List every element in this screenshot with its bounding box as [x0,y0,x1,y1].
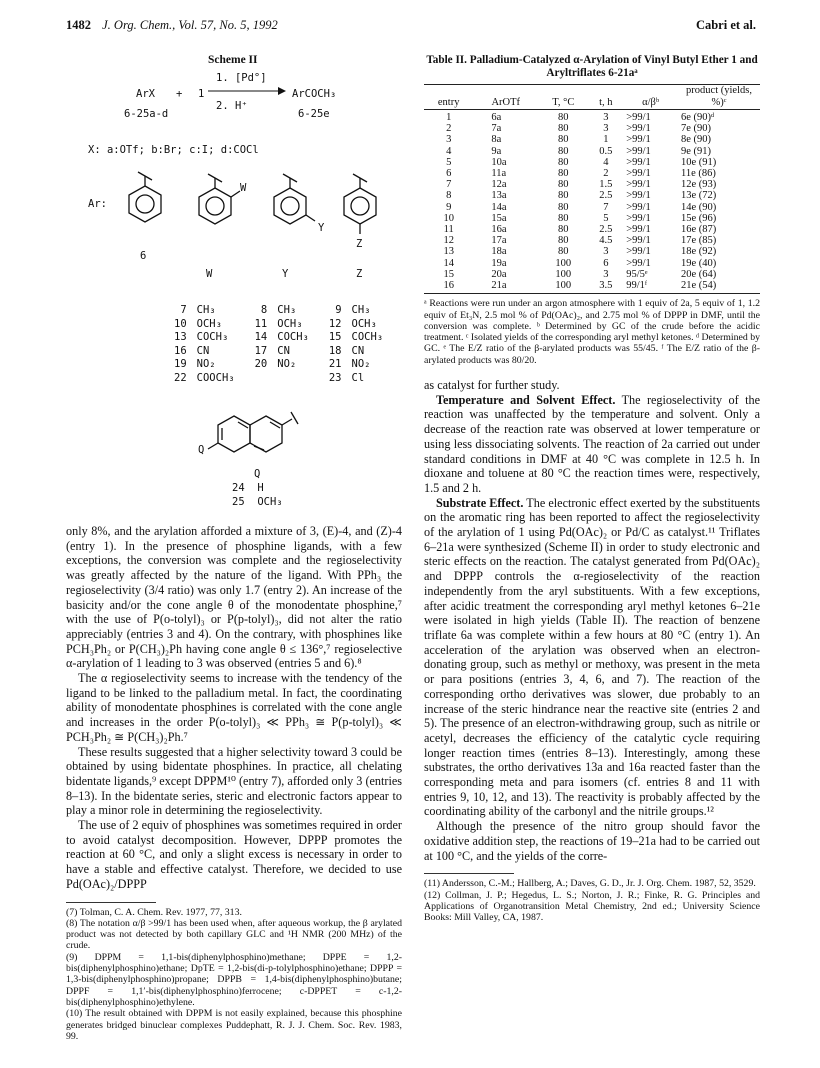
naphthalene-structure [194,394,334,474]
compound-number: 18 [328,344,342,357]
table-caption: Table II. Palladium-Catalyzed α-Arylation of Vinyl Butyl Ether 1 and Aryltriflates 6-21aᵃ [426,54,758,79]
table-row [424,269,760,280]
table-cell: 10e (91) [681,156,717,168]
table-cell: 5 [446,156,452,168]
table-cell: 100 [538,280,588,294]
footnote: (10) The result obtained with DPPM is not easily explained, because this phosphine generates bridged binuclear complexes Puddephatt, R. J. J. Chem. Soc. Rev. 1983, 99. [66,1008,402,1042]
phenyl-ring-meta [274,174,315,224]
table-row [424,168,760,179]
table-row [424,190,760,201]
left-body-text [66,524,402,892]
substituent-grid [170,304,399,385]
table-cell: 7a [491,123,502,135]
table-cell: 15 [443,268,454,280]
column-header: T, °C [538,85,588,110]
footnote: (8) The notation α/β >99/1 has been used when, after aqueous workup, the β arylated product was not detected by both capillary GLC and ¹H NMR (200 MHz) of the crude. [66,917,402,952]
compound-number: 15 [328,331,342,343]
table-cell: 80 [558,123,569,135]
col-z-header: Z [356,268,363,280]
phenyl-ring-6 [129,172,161,222]
substituent-row [170,331,399,345]
table-cell: 15e (96) [681,212,717,224]
table-cell: 10a [491,156,507,168]
left-paragraph: These results suggested that a higher selectivity toward 3 could be obtained by using bidentate phosphines. In practice, all chelating bidentate ligands,⁹ except DPPM¹⁰ (entry 7), afforded only 3 (entries 8–13). In the bidentate series, steric and electronic factors appear to play a minor role in determining the regioselectivity. [66,744,402,818]
substituent: NO₂ [196,358,216,370]
table-cell: 21e (54) [678,280,760,294]
condition-1: 1. [Pd°] [216,72,267,84]
table-cell: 9a [491,145,502,157]
table-cell: 80 [558,246,569,258]
compound-number: 23 [328,371,342,384]
table-row [424,213,760,224]
table-cell: 80 [558,235,569,247]
table-cell: 3 [603,246,609,258]
table-cell: 19e (40) [681,257,717,269]
substituent: COCH₃ [277,331,309,343]
table-row [424,110,760,124]
table-cell: 99/1ᶠ [623,280,678,294]
table-cell: 11a [491,168,507,180]
table-cell: 2 [603,168,609,180]
footnote: (9) DPPM = 1,1-bis(diphenylphosphino)methane; DPPE = 1,2-bis(diphenylphosphino)ethane; DpTE = 1,2-bis(di-p-tolylphosphino)ethane; DPPP = 1,3-bis(diphenylphosphino)propane; DPPB = 1,4-bis(diphenylphosphino)butane; DPPF = 1,1′-bis(diphenylphosphino)ferrocene; c-DPPET = c-1,2-bis(diphenylphosphino)ethylene. [66,951,402,1008]
footnote: (7) Tolman, C. A. Chem. Rev. 1977, 77, 313. [66,906,242,918]
compound-number: 22 [174,371,187,384]
table-cell: 13 [443,246,454,258]
substituent-row [170,372,399,386]
compound-number: 9 [335,304,342,316]
table-cell: 15a [491,212,507,224]
table-cell: 3 [446,134,452,146]
paragraph-text: The regioselectivity of the reaction was unaffected by the temperature and solvent. Only a decrease of the reaction rate was observed at lower temperature or using less dissociating solvents. The reaction of 2a carried out under standard conditions in DMF at 40 °C was complete in 12.5 h. In dioxane and toluene at 80 °C the reaction times were, respectively, 1.5 and 2 h. [424,392,760,495]
column-header: ArOTf [473,85,538,110]
substituent-row [170,358,399,372]
ar-label: Ar: [88,198,107,210]
paragraph-text: The electronic effect exerted by the substituents on the aromatic ring has been reported to affect the regioselectivity of the arylation of 1 using Pd(OAc)₂ or Pd/C as catalyst.¹¹ Triflates 6–21a were synthesized (Scheme II) in order to study electronic and steric effects on the reaction. The catalyst generated from Pd(OAc)₂ and DPPP controls the α-regioselectivity of the reaction independently from the aryl substituents. With a few exceptions, after acidic treatment the corresponding aryl methyl ketones 6–21e were isolated in high yields (Table II). The reaction of benzene triflate 6a was complete within a few hours at 80 °C (entry 1). An acceleration of the arylation was observed when an electron-donating group, such as methyl or methoxy, was present in the meta or para positions (entries 3, 4, 6, and 7). The reaction of the corresponding ortho derivatives was slower, due probably to an increase of the steric hindrance near the reactive site (entries 2 and 5). The presence of an electron-withdrawing group, such as nitrile or acetyl, decreases the efficiency of the catalytic cycle requiring longer reaction times (entries 8–13). Interestingly, among these substrates, the ortho derivatives 13a and 16a reacted faster than the corresponding meta and para isomers (cf. entries 8 and 11 with entries 9, 10, 12, and 13). The reactivity is probably affected by the coordinating ability of the carbonyl and the nitrile groups.¹² [424,495,761,819]
phenyl-ring-para [344,174,376,234]
table-cell: 5 [603,212,609,224]
column-header: entry [424,85,473,110]
left-paragraph: only 8%, and the arylation afforded a mixture of 3, (E)-4, and (Z)-4 (entry 1). In the presence of phosphine ligands, with a few exceptions, the conversion was complete and the regioselectivity was greatly affected by the nature of the ligand. With PPh₃ the regioselectivity (3/4 ratio) was only 1.7 (entry 2). An increase of the basicity and/or the cone angle θ of the monodentate phosphine,⁷ with the use of P(o-tolyl)₃ or P(p-tolyl)₃, did not alter the ratio appreciably (entries 3 and 4). On the contrary, with phosphines like PCH₃Ph₂ or P(CH₃)₂Ph having cone angle θ ≤ 136°,⁷ regioselective α-arylation of 1 leading to 3 was observed (entries 5 and 6).⁸ [66,524,402,671]
footnote-rule [424,873,514,874]
table-cell: 21a [473,280,538,294]
table-cell: 6 [446,168,452,180]
table-row [424,224,760,235]
col-w-header: W [206,268,213,280]
table-cell: 0.5 [599,145,613,157]
table-cell: 3 [603,268,609,280]
table-cell: 14a [491,201,507,213]
journal-citation: J. Org. Chem., Vol. 57, No. 5, 1992 [102,18,278,32]
substituent: OCH₃ [196,317,222,330]
table-cell: 4.5 [599,235,613,247]
table-cell: 2.5 [599,224,613,236]
table-cell: >99/1 [626,201,651,213]
table-cell: 12a [491,179,507,191]
reactant-arx: ArX [136,88,155,100]
table-cell: >99/1 [626,235,651,247]
left-column [66,54,402,1042]
table-cell: 9e (91) [681,145,712,157]
compound-number: 12 [328,317,342,330]
left-paragraph: The use of 2 equiv of phosphines was sometimes required in order to avoid catalyst decomposition. However, DPPP promotes the reaction at 60 °C, and only a slight excess is necessary in order to have a stable and effective catalyst. Therefore, we decided to use Pd(OAc)₂/DPPP [66,818,402,891]
reaction-arrow [206,84,286,98]
table-footnotes: ᵃ Reactions were run under an argon atmosphere with 1 equiv of 2a, 5 equiv of 1, 1.2 equiv of Et₃N, 2.5 mol % of Pd(OAc)₂, and 2.75 mol % of DPPP in DMF, until the conversion was complete. ᵇ Determined by GC of the crude before the acidic treatment. ᶜ Isolated yields of the corresponding aryl methyl ketones. ᵈ Determined by GC. ᵉ The E/Z ratio of the β-arylated products was 55/45. ᶠ The E/Z ratio of the β-arylated products was 80/20. [424,298,760,366]
paragraph-text: Although the presence of the nitro group should favor the oxidative addition step, the reactions of 19–21a had to be carried out at 100 °C, and the yields of the corre- [424,819,760,863]
reactant-1: 1 [198,88,205,100]
table-row [424,258,760,269]
compound-number: 19 [174,358,187,370]
aryl-structures [110,166,410,316]
table-cell: 11e (86) [681,168,716,180]
substituent: NO₂ [351,358,371,370]
substituent: CN [277,344,290,357]
table-cell: 16a [491,224,507,236]
scheme-title: Scheme II [208,54,258,66]
table-cell: 20a [491,268,507,280]
compound-number: 20 [254,358,268,370]
table-cell: 17a [491,235,507,247]
table-notes [424,298,760,366]
column-header: α/βᵇ [623,85,678,110]
table-cell: >99/1 [626,168,651,180]
table-row [424,235,760,246]
table-cell: 10 [443,212,454,224]
substituent: Cl [351,371,365,384]
substituent: NO₂ [277,358,297,370]
table-cell: >99/1 [626,190,651,202]
table-row [424,202,760,213]
table-cell: 80 [558,212,569,224]
table-cell: 1.5 [599,179,613,191]
right-paragraph [424,819,760,863]
label-w-struct: W [240,182,247,194]
table-cell: 4 [446,145,452,157]
table-cell: 17e (85) [681,235,717,247]
label-q-struct: Q [198,444,205,456]
table-cell: 6e (90)ᵈ [681,112,715,123]
table-cell: 80 [558,112,569,123]
condition-2: 2. H⁺ [216,100,248,112]
table-cell: >99/1 [626,156,651,168]
q-row-24: 24 H [232,482,264,494]
substituent-table [170,304,399,385]
table-cell: >99/1 [626,257,651,269]
product-arcoch3: ArCOCH₃ [292,88,337,100]
compound-number: 13 [174,331,187,343]
column-header: t, h [588,85,623,110]
table-cell: 1 [446,112,452,123]
table-row [424,246,760,257]
table-ii [424,84,760,294]
compound-number: 8 [260,304,268,316]
compound-number [251,372,274,386]
table-cell: 18e (92) [681,246,717,258]
footnote-rule [66,902,156,903]
table-cell: 13a [491,190,507,202]
table-cell: >99/1 [626,112,651,123]
table-cell: 16e (87) [681,224,717,236]
table-cell: 4 [603,156,609,168]
page-number: 1482 [66,18,91,32]
section-heading: Temperature and Solvent Effect. [436,392,616,407]
running-header [66,18,756,38]
substituent-row [170,345,399,359]
table-cell: 8e (90) [681,134,712,146]
table-cell: 80 [558,145,569,157]
table-cell: >99/1 [626,246,651,258]
table-cell: 18a [491,246,507,258]
phenyl-ring-ortho [199,174,240,224]
table-cell: 14e (90) [681,201,717,213]
compound-number: 7 [180,304,187,316]
substituent [273,372,325,386]
right-body-text [424,378,760,863]
table-cell: 16 [424,280,473,294]
table-cell: 95/5ᵉ [626,268,648,280]
left-footnotes [66,907,402,1043]
table-cell: 1 [603,134,609,146]
right-column [424,54,760,923]
right-paragraph [424,378,760,393]
substituent: CH₃ [277,304,297,316]
q-row-25: 25 OCH₃ [232,496,283,508]
compound-number: 14 [254,331,268,343]
substituent: COOCH₃ [196,371,235,384]
table-cell: 8a [491,134,502,146]
substituent: COCH₃ [196,331,229,343]
footnote: (11) Andersson, C.-M.; Hallberg, A.; Daves, G. D., Jr. J. Org. Chem. 1987, 52, 3529. [424,878,756,890]
table-cell: 3 [603,123,609,135]
table-cell: 7e (90) [681,123,712,135]
table-cell: 7 [446,179,452,191]
table-cell: 12 [443,235,454,247]
table-cell: 8 [446,190,452,202]
table-row [424,123,760,134]
table-cell: 6a [491,112,502,123]
right-paragraph [424,393,760,496]
table-cell: >99/1 [626,145,651,157]
table-row [424,146,760,157]
table-cell: 80 [558,168,569,180]
right-paragraph [424,496,760,819]
table-cell: 2 [446,123,452,135]
table-row [424,280,760,294]
table-cell: 7 [603,201,609,213]
table-row [424,134,760,145]
compound-number: 10 [174,317,187,330]
substituent: OCH₃ [351,317,377,330]
table-cell: 100 [555,268,572,280]
table-cell: 80 [558,224,569,236]
table-cell: 80 [558,201,569,213]
substituent: CN [196,344,210,357]
compound-number: 17 [254,344,268,357]
substituent: CH₃ [196,304,216,316]
substituent: CH₃ [351,304,371,316]
compound-number: 11 [254,317,268,330]
table-cell: 80 [558,134,569,146]
table-cell: 100 [555,257,572,269]
table-cell: 3 [603,112,609,123]
table-cell: 2.5 [599,190,613,202]
table-cell: >99/1 [626,123,651,135]
footnote: (12) Collman, J. P.; Hegedus, L. S.; Norton, J. R.; Finke, R. G. Principles and Applications of Organotransition Metal Chemistry, 2nd ed.; University Science Books: Mill Valley, CA, 1987. [424,889,760,924]
table-cell: 11 [443,224,454,236]
table-cell: 3.5 [588,280,623,294]
table-cell: 80 [558,156,569,168]
plus-sign: + [176,88,183,100]
substituent-row [170,304,399,318]
substituent-row [170,318,399,332]
table-cell: >99/1 [626,224,651,236]
table-cell: 14 [443,257,454,269]
table-cell: 19a [491,257,507,269]
label-y-struct: Y [318,222,325,234]
running-authors: Cabri et al. [695,18,756,32]
table-cell: >99/1 [626,212,651,224]
label-z-struct: Z [356,238,363,250]
table-cell: 9 [446,201,452,213]
col-q-header: Q [254,468,261,480]
section-heading: Substrate Effect. [436,495,524,510]
table-cell: 80 [558,179,569,191]
compound-number: 16 [174,344,187,357]
substituent: COCH₃ [351,331,384,343]
paragraph-text: as catalyst for further study. [424,378,560,393]
table-cell: 20e (64) [681,268,717,280]
scheme-ii [66,54,402,524]
table-row [424,179,760,190]
table-cell: 12e (93) [681,179,717,191]
substituent: CN [351,344,365,357]
range-left: 6-25a-d [124,108,169,120]
x-substituents: X: a:OTf; b:Br; c:I; d:COCl [88,144,259,156]
right-footnotes [424,878,760,923]
table-cell: 6 [603,257,609,269]
col-y-header: Y [282,268,289,280]
range-right: 6-25e [298,108,330,120]
table-cell: 80 [558,190,569,202]
table-cell: >99/1 [626,134,651,146]
substituent: OCH₃ [277,317,303,330]
column-header: product (yields, %)ᶜ [678,85,760,110]
compound-number: 21 [328,358,342,370]
left-paragraph: The α regioselectivity seems to increase with the tendency of the ligand to be linked to the palladium metal. In fact, the coordinating ability of monodentate phosphines is correlated with the cone angle and increases in the order P(o-tolyl)₃ ≪ PPh₃ ≅ P(p-tolyl)₃ ≪ PCH₃Ph₂ ≅ P(CH₃)₂Ph.⁷ [66,671,402,744]
compound-6-label: 6 [140,250,147,262]
table-cell: 13e (72) [681,190,717,202]
table-cell: >99/1 [626,179,651,191]
table-row [424,157,760,168]
